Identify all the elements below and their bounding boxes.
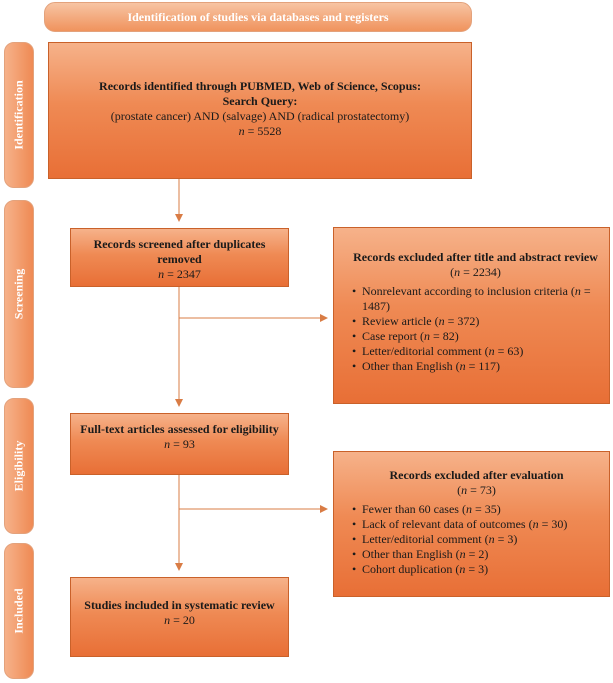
side-tab-label: Eligibility	[11, 440, 26, 492]
included-title: Studies included in systematic review	[84, 598, 275, 612]
n-symbol: n	[574, 284, 581, 298]
paren: (	[457, 483, 462, 497]
screened-title: Records screened after duplicates removed	[93, 237, 266, 266]
item-text: Nonrelevant according to inclusion criteria (	[362, 284, 575, 298]
item-text: Case report (	[362, 329, 424, 343]
n-value: = 2)	[465, 547, 489, 561]
n-value: = 63)	[494, 344, 524, 358]
item-text: Other than English (	[362, 547, 460, 561]
item-text: Letter/editorial comment (	[362, 532, 489, 546]
identified-query-label: Search Query:	[222, 94, 298, 108]
n-value: = 35)	[471, 502, 501, 516]
n-value: = 82)	[429, 329, 459, 343]
n-symbol: n	[465, 502, 472, 516]
n-value: = 2347	[164, 267, 201, 281]
n-symbol: n	[459, 562, 466, 576]
n-value: = 93	[170, 437, 195, 451]
item-text: Letter/editorial comment (	[362, 344, 489, 358]
n-value: = 30)	[538, 517, 568, 531]
n-symbol: n	[164, 437, 171, 451]
fulltext-title: Full-text articles assessed for eligibility	[80, 422, 279, 436]
n-value: = 117)	[465, 359, 500, 373]
side-tab-label: Screening	[11, 268, 26, 320]
n-symbol: n	[238, 124, 245, 138]
item-text: Other than English (	[362, 359, 460, 373]
n-symbol: n	[423, 329, 430, 343]
n-symbol: n	[164, 613, 171, 627]
n-symbol: n	[454, 265, 461, 279]
n-symbol: n	[158, 267, 165, 281]
banner-text: Identification of studies via databases and registers	[127, 9, 389, 24]
paren: (	[450, 265, 455, 279]
n-value: = 73)	[467, 483, 496, 497]
item-text: Fewer than 60 cases (	[362, 502, 466, 516]
n-value: = 3)	[465, 562, 489, 576]
n-value: = 3)	[494, 532, 518, 546]
n-symbol: n	[459, 547, 466, 561]
side-tab-label: Identification	[11, 80, 26, 150]
n-value: = 372)	[444, 314, 480, 328]
identified-query: (prostate cancer) AND (salvage) AND (radical prostatectomy)	[110, 109, 410, 123]
side-tab-label: Included	[11, 588, 26, 634]
n-value: = 5528	[244, 124, 282, 138]
item-text: Cohort duplication (	[362, 562, 460, 576]
n-value: = 1487)	[362, 284, 591, 313]
identified-title: Records identified through PUBMED, Web of Science, Scopus:	[99, 79, 421, 93]
n-symbol: n	[461, 483, 468, 497]
excluded-eval-title: Records excluded after evaluation	[389, 468, 564, 482]
n-symbol: n	[488, 344, 495, 358]
item-text: Review article (	[362, 314, 439, 328]
n-symbol: n	[532, 517, 539, 531]
n-value: = 20	[170, 613, 195, 627]
n-symbol: n	[459, 359, 466, 373]
item-text: Lack of relevant data of outcomes (	[362, 517, 533, 531]
excluded-ta-title: Records excluded after title and abstract review	[353, 250, 598, 264]
n-value: = 2234)	[460, 265, 501, 279]
n-symbol: n	[488, 532, 495, 546]
n-symbol: n	[438, 314, 445, 328]
